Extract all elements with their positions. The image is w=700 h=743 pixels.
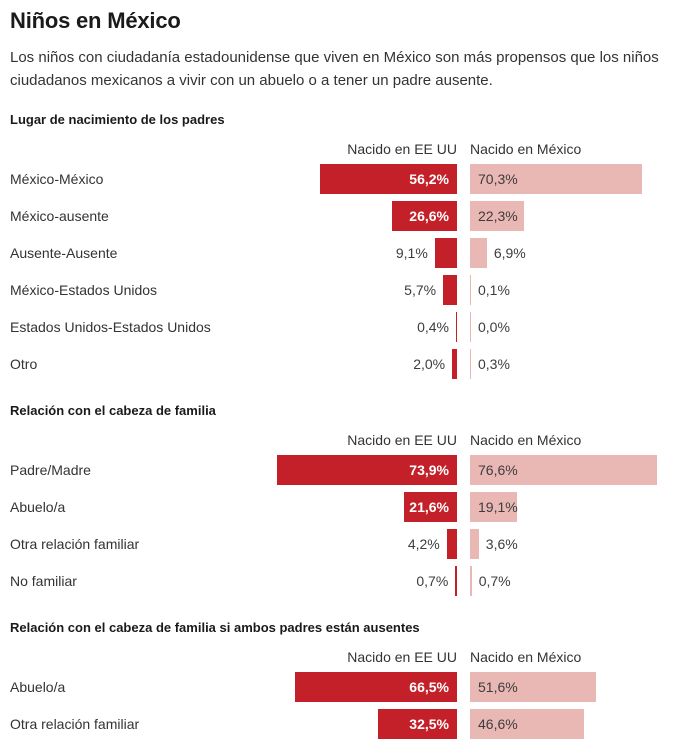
- category-label: No familiar: [10, 573, 77, 589]
- mx-value-label: 0,0%: [478, 319, 510, 335]
- us-value-label: 21,6%: [409, 499, 449, 515]
- mx-value-label: 3,6%: [485, 536, 518, 552]
- col-header-us: Nacido en EE UU: [347, 649, 457, 665]
- rows: [0, 669, 700, 743]
- mx-bar: [470, 349, 471, 379]
- us-bar: [452, 349, 457, 379]
- mx-value-label: 0,3%: [478, 356, 510, 372]
- us-value-label: 0,4%: [417, 319, 449, 335]
- us-bar: [435, 238, 457, 268]
- category-label: México-Estados Unidos: [10, 282, 158, 298]
- mx-value-label: 51,6%: [478, 679, 518, 695]
- col-header-mx: Nacido en México: [470, 432, 582, 448]
- category-label: Otro: [10, 356, 38, 372]
- col-header-mx: Nacido en México: [470, 141, 582, 157]
- chart-section: [0, 403, 700, 600]
- us-value-label: 4,2%: [407, 536, 440, 552]
- chart-row: [0, 198, 700, 235]
- category-label: Otra relación familiar: [10, 716, 140, 732]
- category-label: Abuelo/a: [10, 679, 66, 695]
- chart-row: [0, 309, 700, 346]
- us-value-label: 73,9%: [409, 462, 449, 478]
- us-value-label: 5,7%: [404, 282, 437, 298]
- mx-value-label: 76,6%: [478, 462, 518, 478]
- chart-row: [0, 489, 700, 526]
- mx-bar: [470, 238, 487, 268]
- chart-row: [0, 669, 700, 706]
- charts-container: [0, 112, 700, 743]
- mx-value-label: 22,3%: [478, 208, 518, 224]
- col-header-us: Nacido en EE UU: [347, 141, 457, 157]
- section-title: Relación con el cabeza de familia si ambos padres están ausentes: [10, 620, 420, 635]
- chart-row: [0, 563, 700, 600]
- rows: [0, 452, 700, 600]
- category-label: Abuelo/a: [10, 499, 66, 515]
- mx-bar: [470, 566, 472, 596]
- us-value-label: 66,5%: [409, 679, 449, 695]
- rows: [0, 161, 700, 383]
- section-title: Relación con el cabeza de familia: [10, 403, 216, 418]
- category-label: México-México: [10, 171, 104, 187]
- column-headers: [0, 648, 700, 666]
- chart-row: [0, 452, 700, 489]
- us-value-label: 0,7%: [416, 573, 449, 589]
- mx-bar: [470, 275, 471, 305]
- category-label: Padre/Madre: [10, 462, 91, 478]
- section-title: Lugar de nacimiento de los padres: [10, 112, 225, 127]
- us-bar: [447, 529, 457, 559]
- chart-row: [0, 161, 700, 198]
- column-headers: [0, 431, 700, 449]
- category-label: México-ausente: [10, 208, 109, 224]
- category-label: Otra relación familiar: [10, 536, 140, 552]
- chart-section: [0, 620, 700, 743]
- category-label: Estados Unidos-Estados Unidos: [10, 319, 211, 335]
- column-headers: [0, 140, 700, 158]
- chart-row: [0, 706, 700, 743]
- mx-value-label: 70,3%: [478, 171, 518, 187]
- chart-row: [0, 346, 700, 383]
- us-value-label: 26,6%: [409, 208, 449, 224]
- us-bar: [455, 566, 457, 596]
- us-value-label: 32,5%: [409, 716, 449, 732]
- us-value-label: 2,0%: [413, 356, 446, 372]
- chart-row: [0, 235, 700, 272]
- chart-section: [0, 112, 700, 383]
- us-bar: [443, 275, 457, 305]
- chart-row: [0, 272, 700, 309]
- us-value-label: 9,1%: [395, 245, 428, 261]
- us-bar: [456, 312, 457, 342]
- mx-value-label: 0,1%: [478, 282, 510, 298]
- mx-value-label: 6,9%: [493, 245, 526, 261]
- mx-value-label: 46,6%: [478, 716, 518, 732]
- page-title: Niños en México: [10, 8, 181, 33]
- page-subtitle: Los niños con ciudadanía estadounidense que viven en México son más propensos que los niños ciudadanos mexicanos a vivir con un abuelo o a tener un padre ausente.: [10, 49, 659, 89]
- category-label: Ausente-Ausente: [10, 245, 118, 261]
- chart-row: [0, 526, 700, 563]
- col-header-mx: Nacido en México: [470, 649, 582, 665]
- mx-value-label: 0,7%: [478, 573, 511, 589]
- mx-bar: [470, 312, 471, 342]
- mx-value-label: 19,1%: [478, 499, 518, 515]
- mx-bar: [470, 529, 479, 559]
- col-header-us: Nacido en EE UU: [347, 432, 457, 448]
- us-value-label: 56,2%: [409, 171, 449, 187]
